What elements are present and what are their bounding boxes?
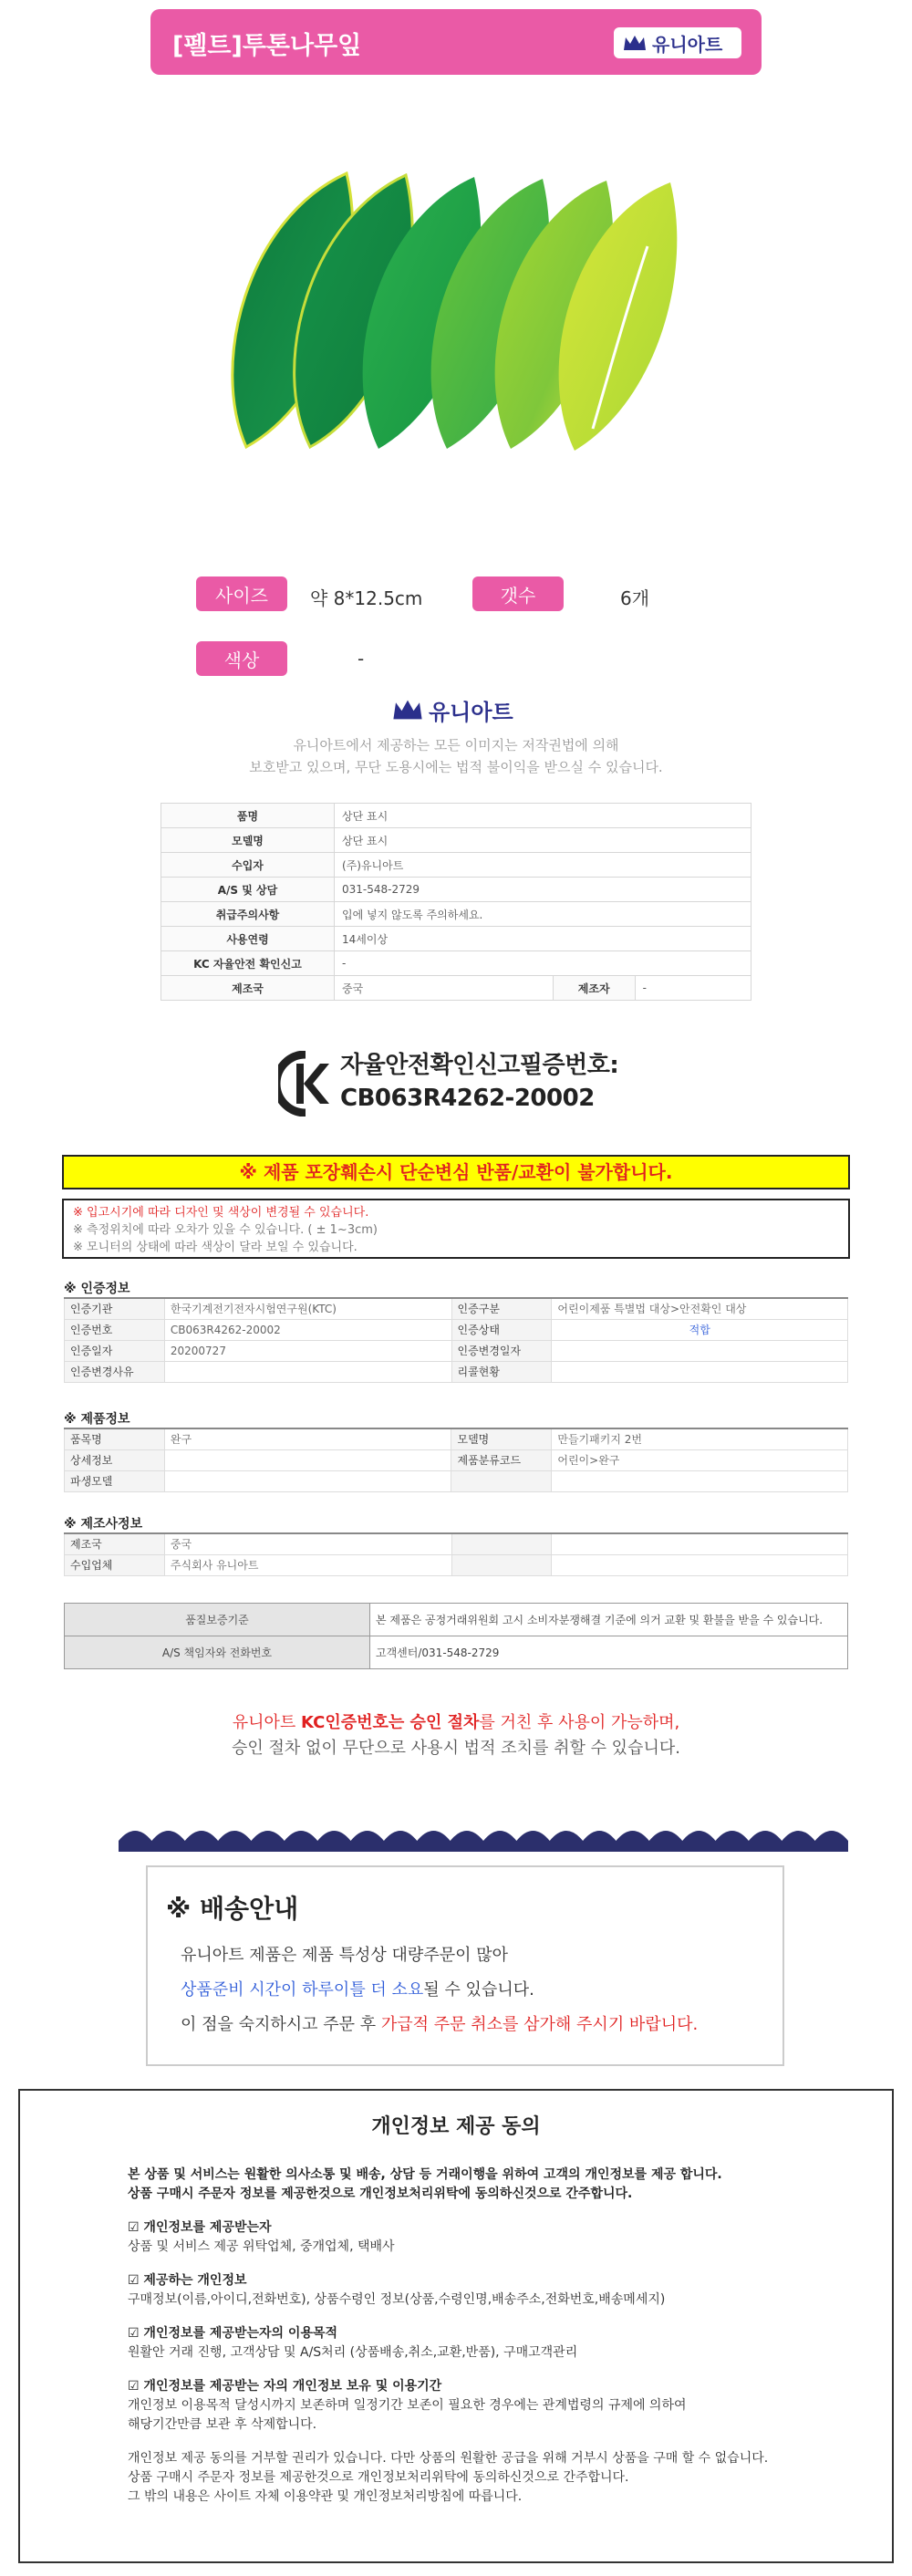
info-value: 031-548-2729 [335,878,751,902]
product-header [150,9,762,75]
privacy-s2: 구매정보(이름,아이디,전화번호), 상품수령인 정보(상품,수령인명,배송주소,전화번호,배송메세지) [128,2292,666,2307]
cert-value: 20200727 [164,1340,451,1361]
cert-value [552,1340,848,1361]
info-row [161,878,751,902]
warning-monitor: ※ 모니터의 상태에 따라 색상이 달라 보일 수 있습니다. [73,1241,358,1254]
maker-key: 수입업체 [65,1554,165,1575]
privacy-s4-title: ☑ 개인정보를 제공받는 자의 개인정보 보유 및 이용기간 [128,2379,442,2394]
cert-key: 인증변경사유 [65,1361,165,1382]
shipping-notice-box [146,1865,784,2066]
cert-key: 인증구분 [451,1298,552,1319]
privacy-s4a: 개인정보 이용목적 달성시까지 보존하며 일정기간 보존이 필요한 경우에는 관계법령의 규제에 의하여 [128,2398,687,2413]
cert-value: 어린이제품 특별법 대상>안전확인 대상 [552,1298,848,1319]
product-warnings [62,1199,850,1259]
cert-key: 인증번호 [65,1319,165,1340]
maker-key [451,1554,552,1575]
privacy-s3: 원활안 거래 진행, 고객상담 및 A/S처리 (상품배송,취소,교환,반품), 구매고객관리 [128,2345,578,2360]
cert-row [65,1361,848,1382]
privacy-s1: 상품 및 서비스 제공 위탁업체, 중개업체, 택배사 [128,2239,395,2254]
cert-section-title: ※ 인증정보 [64,1282,130,1296]
cert-row [65,1319,848,1340]
info-key: KC 자율안전 확인신고 [161,951,335,976]
privacy-intro-2: 상품 구매시 주문자 정보를 제공한것으로 개인정보처리위탁에 동의하신것으로 간주합니다. [128,2186,633,2201]
product-key: 품목명 [65,1428,165,1449]
info-row [161,976,751,1001]
quality-key: 품질보증기준 [65,1604,370,1636]
privacy-title: 개인정보 제공 동의 [371,2115,541,2138]
shipping-line-3 [181,2011,698,2035]
product-key: 상세정보 [65,1449,165,1470]
product-section-title: ※ 제품정보 [64,1412,130,1427]
product-value: 완구 [164,1428,451,1449]
product-row [65,1428,848,1449]
info-value: 입에 넣지 않도록 주의하세요. [335,902,751,927]
product-table [64,1428,848,1492]
kc-label: 자율안전확인신고필증번호: [340,1052,619,1079]
cert-key: 리콜현황 [451,1361,552,1382]
shipping-line-2 [181,1977,534,2000]
size-label: 사이즈 [196,576,287,611]
info-value: - [335,951,751,976]
privacy-s3-title: ☑ 개인정보를 제공받는자의 이용목적 [128,2326,338,2341]
kc-note-a: 유니아트 [232,1713,301,1732]
kc-usage-note [91,1710,821,1761]
shipping-line-3-start: 이 점을 숙지하시고 주문 후 [181,2015,381,2034]
maker-row [65,1533,848,1554]
info-row [161,902,751,927]
info-value: 상단 표시 [335,804,751,828]
copyright-notice [182,734,730,778]
product-row [65,1449,848,1470]
info-key: 제조자 [553,976,635,1001]
product-title: [펠트]투톤나무잎 [172,32,362,60]
copyright-line-2: 보호받고 있으며, 무단 도용시에는 법적 불이익을 받으실 수 있습니다. [249,759,663,775]
info-row [161,951,751,976]
privacy-s4b: 해당기간만큼 보관 후 삭제합니다. [128,2417,317,2432]
product-key [451,1470,552,1491]
cert-key: 인증기관 [65,1298,165,1319]
cert-value: CB063R4262-20002 [164,1319,451,1340]
as-key: A/S 책임자와 전화번호 [65,1636,370,1669]
cert-value [164,1361,451,1382]
product-key: 제품분류코드 [451,1449,552,1470]
color-value: - [358,648,365,670]
privacy-o2: 상품 구매시 주문자 정보를 제공한것으로 개인정보처리위탁에 동의하신것으로 간주합니다. [128,2470,629,2485]
product-key: 모델명 [451,1428,552,1449]
kc-note-line2: 승인 절차 없이 무단으로 사용시 법적 조치를 취할 수 있습니다. [232,1739,680,1758]
info-row [161,927,751,951]
cert-key: 인증일자 [65,1340,165,1361]
brand-badge [614,27,741,58]
product-value [164,1449,451,1470]
info-row [161,804,751,828]
crown-icon [392,698,423,722]
maker-value [552,1533,848,1554]
info-key: 품명 [161,804,335,828]
shipping-line-1: 유니아트 제품은 제품 특성상 대량주문이 많아 [181,1946,508,1965]
maker-row [65,1554,848,1575]
kc-certification [278,1049,643,1122]
count-label: 갯수 [472,576,564,611]
felt-leaves-image [210,155,702,465]
privacy-s2-title: ☑ 제공하는 개인정보 [128,2273,247,2288]
info-key: 취급주의사항 [161,902,335,927]
kc-note-c: 를 거친 후 사용이 가능하며, [479,1713,680,1732]
maker-value: 주식회사 유니아트 [164,1554,451,1575]
copyright-line-1: 유니아트에서 제공하는 모든 이미지는 저작권법에 의해 [293,737,619,753]
info-value: 상단 표시 [335,828,751,853]
cert-value [552,1361,848,1382]
info-value: - [635,976,751,1001]
kc-note-b: KC인증번호는 승인 절차 [301,1713,480,1732]
shipping-line-2-highlight: 상품준비 시간이 하루이틀 더 소요 [181,1980,424,2000]
info-key: 제조국 [161,976,335,1001]
kc-number: CB063R4262-20002 [340,1085,595,1112]
product-key: 파생모델 [65,1470,165,1491]
as-value: 고객센터/031-548-2729 [370,1636,848,1669]
info-key: 수입자 [161,853,335,878]
info-row [161,853,751,878]
maker-table [64,1532,848,1576]
product-value: 만들기패키지 2번 [552,1428,848,1449]
color-label: 색상 [196,641,287,676]
kc-mark-icon [278,1051,333,1117]
privacy-body [128,2166,857,2521]
brand-logo-text: 유니아트 [429,699,513,725]
info-key: A/S 및 상담 [161,878,335,902]
maker-section-title: ※ 제조사정보 [64,1517,143,1532]
info-key: 사용연령 [161,927,335,951]
size-value: 약 8*12.5cm [310,587,423,609]
quality-table [64,1603,848,1669]
product-value [552,1470,848,1491]
brand-logo [392,693,520,726]
warning-design: ※ 입고시기에 따라 디자인 및 색상이 변경될 수 있습니다. [73,1206,369,1220]
maker-key [451,1533,552,1554]
shipping-line-2-rest: 될 수 있습니다. [423,1980,534,2000]
brand-name: 유니아트 [652,33,723,56]
product-value: 어린이>완구 [552,1449,848,1470]
return-policy-banner: ※ 제품 포장훼손시 단순변심 반품/교환이 불가합니다. [62,1155,850,1189]
maker-value [552,1554,848,1575]
info-row [161,828,751,853]
warning-measure: ※ 측정위치에 따라 오차가 있을 수 있습니다. ( ± 1~3cm) [73,1223,378,1237]
maker-key: 제조국 [65,1533,165,1554]
cert-value: 적합 [552,1319,848,1340]
cert-key: 인증변경일자 [451,1340,552,1361]
info-value: 중국 [335,976,554,1001]
info-value: 14세이상 [335,927,751,951]
privacy-o1: 개인정보 제공 동의를 거부할 권리가 있습니다. 다만 상품의 원활한 공급을 위해 거부시 상품을 구매 할 수 없습니다. [128,2451,769,2466]
cert-row [65,1298,848,1319]
maker-value: 중국 [164,1533,451,1554]
cert-row [65,1340,848,1361]
kc-text [340,1049,618,1115]
shipping-line-3-highlight: 가급적 주문 취소를 삼가해 주시기 바랍니다. [380,2015,699,2034]
product-row [65,1470,848,1491]
wave-divider [119,1824,848,1852]
product-info-table [161,803,751,1001]
privacy-intro-1: 본 상품 및 서비스는 원활한 의사소통 및 배송, 상담 등 거래이행을 위하여 고객의 개인정보를 제공 합니다. [128,2167,722,2182]
quality-value: 본 제품은 공정거래위원회 고시 소비자분쟁해결 기준에 의거 교환 및 환불을 받을 수 있습니다. [370,1604,848,1636]
info-key: 모델명 [161,828,335,853]
privacy-consent-box [18,2089,894,2563]
shipping-title: ※ 배송안내 [166,1894,299,1924]
count-value: 6개 [620,587,650,609]
privacy-o3: 그 밖의 내용은 사이트 자체 이용약관 및 개인정보처리방침에 따릅니다. [128,2489,523,2504]
crown-icon [623,34,647,52]
privacy-s1-title: ☑ 개인정보를 제공받는자 [128,2220,272,2235]
info-value: (주)유니아트 [335,853,751,878]
cert-key: 인증상태 [451,1319,552,1340]
cert-table [64,1297,848,1383]
cert-value: 한국기계전기전자시험연구원(KTC) [164,1298,451,1319]
product-value [164,1470,451,1491]
